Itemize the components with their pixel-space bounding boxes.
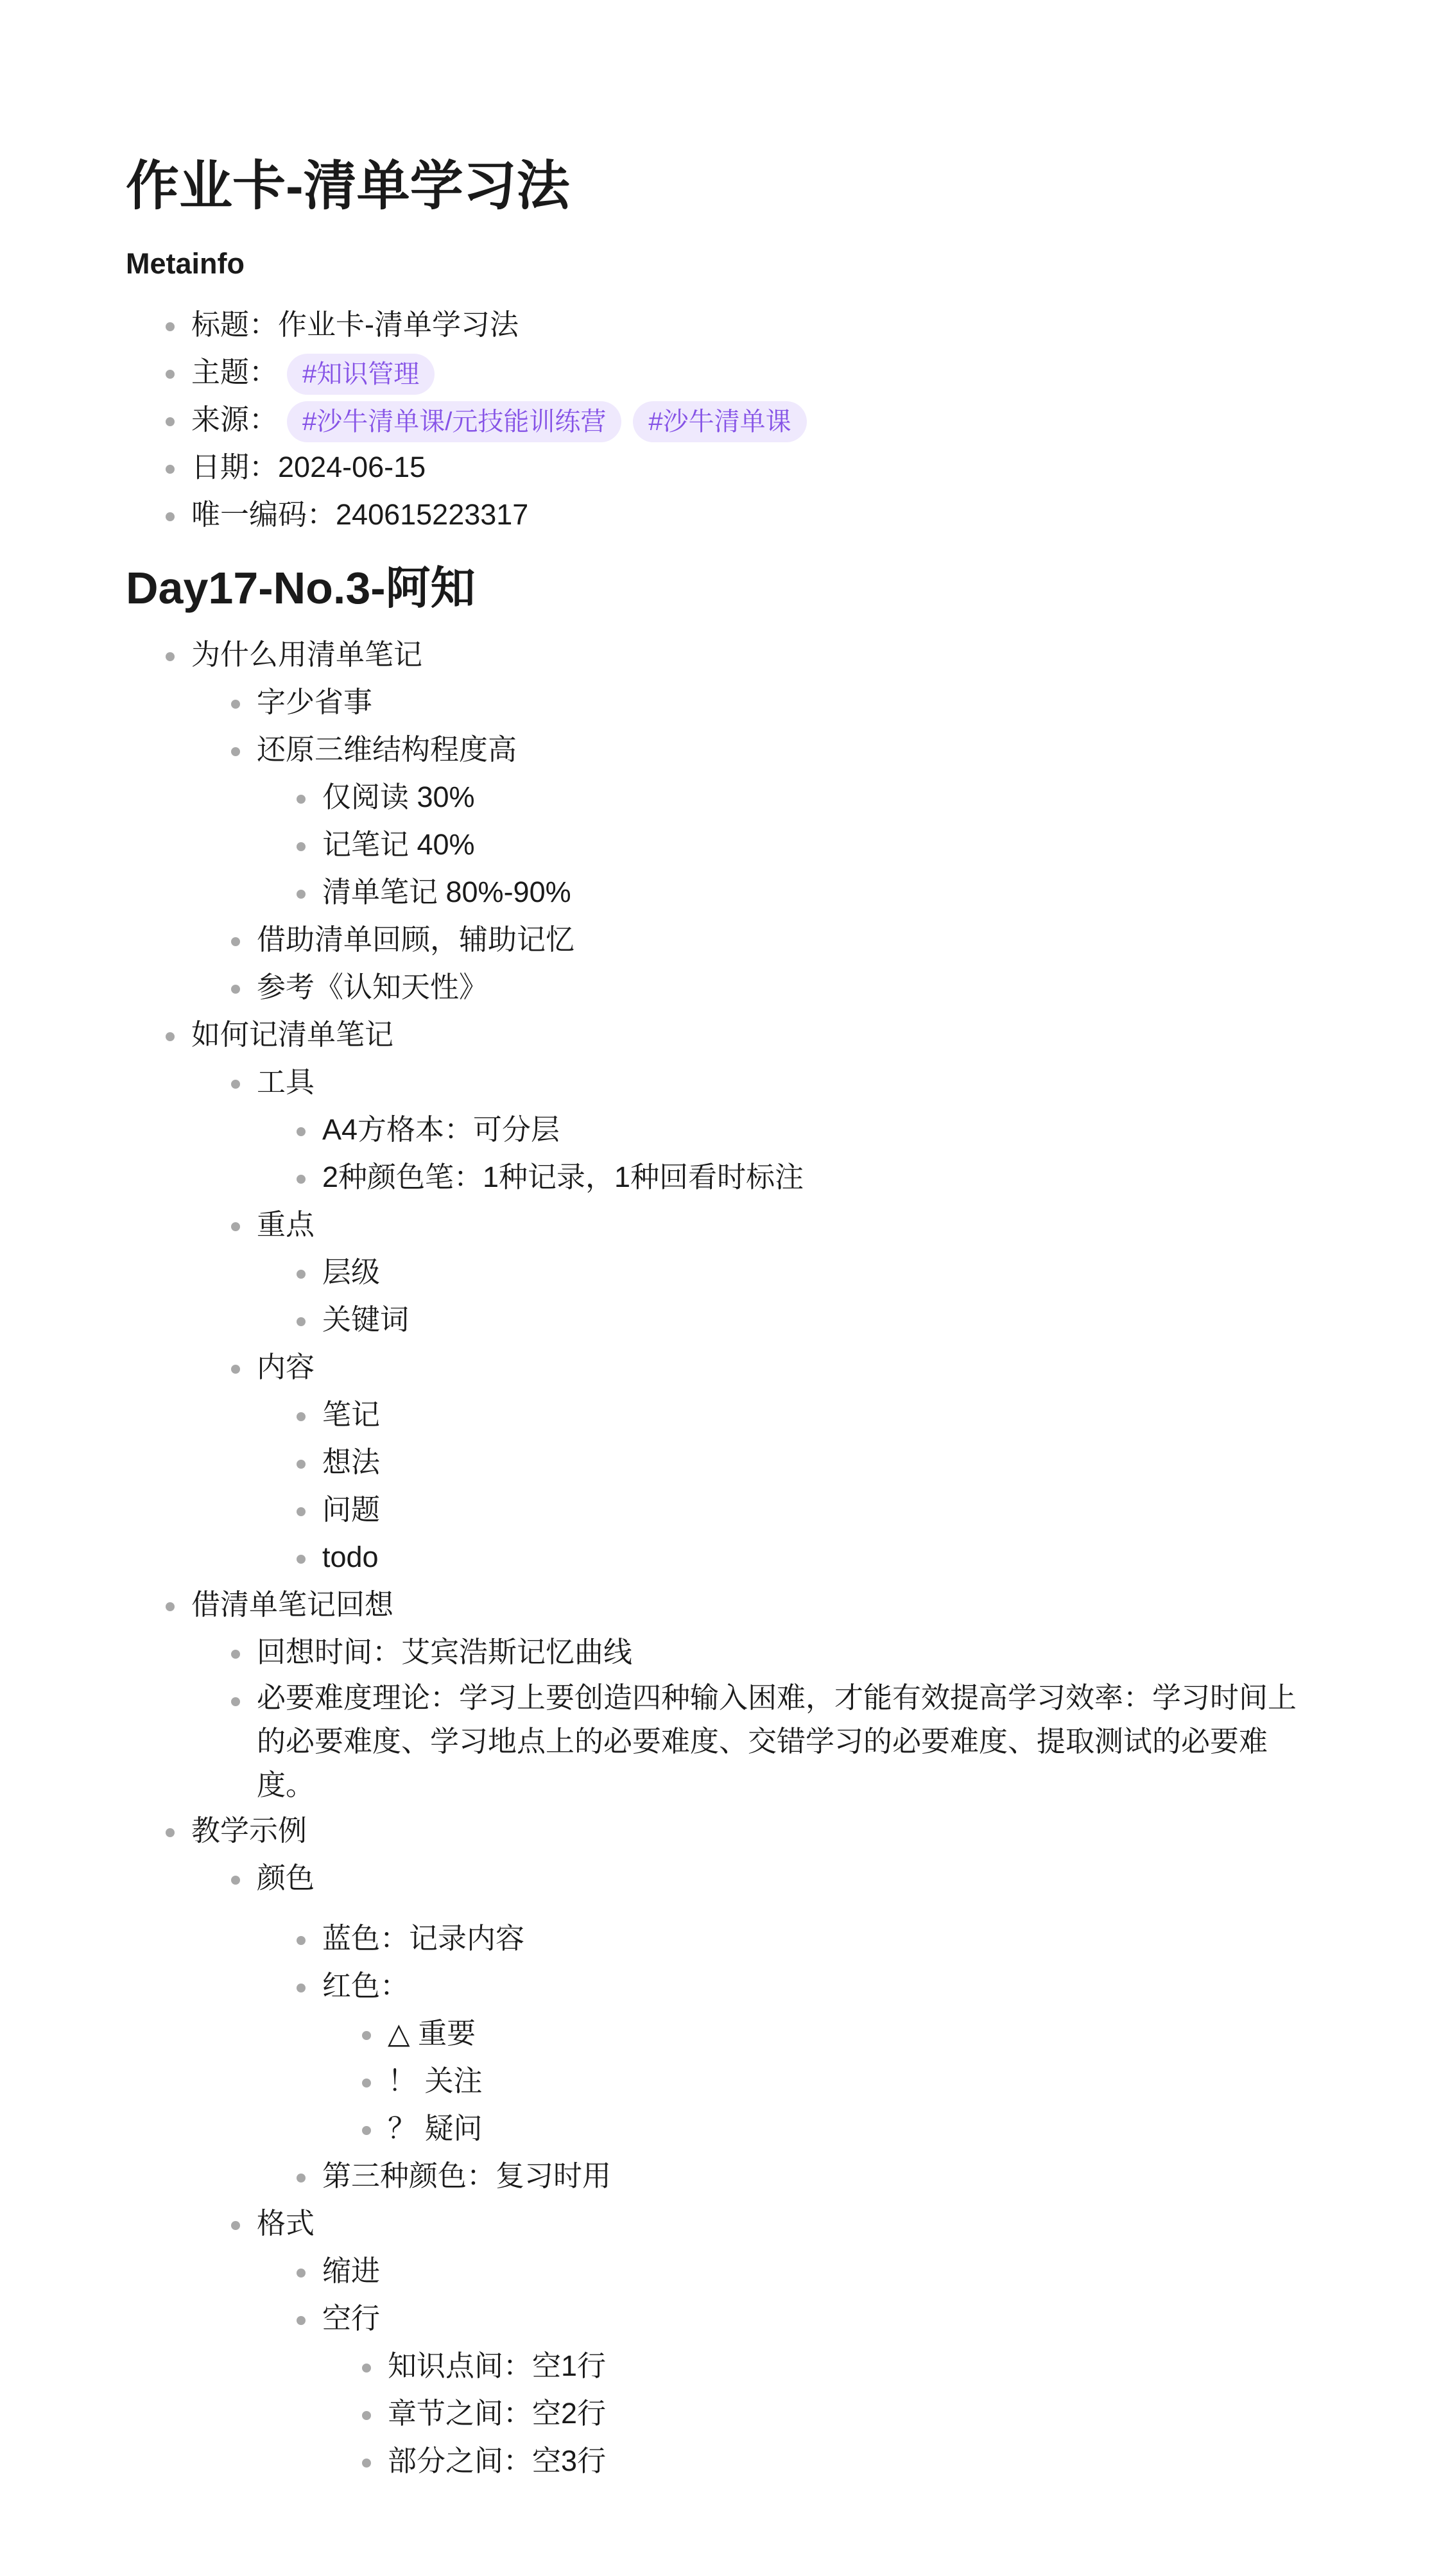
bullet-icon xyxy=(362,2079,371,2088)
outline-label: 关键词 xyxy=(322,1303,410,1336)
metainfo-list xyxy=(126,301,1320,539)
meta-title-item xyxy=(126,301,1320,349)
bullet-icon xyxy=(297,890,306,899)
outline-item xyxy=(191,1344,1320,1581)
outline-item-why xyxy=(126,631,1320,1011)
outline-label: 问题 xyxy=(322,1493,381,1526)
outline-sublist xyxy=(322,2342,1320,2485)
outline-sublist xyxy=(191,679,1320,1011)
outline-label: 颜色 xyxy=(257,1862,315,1894)
outline-label: ！ 关注 xyxy=(388,2064,483,2097)
bullet-icon xyxy=(231,1080,240,1089)
bullet-icon xyxy=(231,985,240,994)
outline-sublist xyxy=(322,2010,1320,2152)
outline-label: 格式 xyxy=(257,2207,315,2240)
outline-label: 参考《认知天性》 xyxy=(257,971,488,1003)
outline-label: 记笔记 40% xyxy=(322,828,475,861)
bullet-icon xyxy=(231,2221,240,2230)
outline-item xyxy=(257,1249,1320,1296)
outline-item xyxy=(191,1676,1320,1807)
outline-label: 笔记 xyxy=(322,1398,381,1431)
bullet-icon xyxy=(231,700,240,709)
outline-item xyxy=(257,1534,1320,1581)
outline-label: 层级 xyxy=(322,1256,381,1288)
meta-topic-label: 主题： xyxy=(191,356,279,388)
outline-label: 为什么用清单笔记 xyxy=(191,638,423,671)
outline-label: 蓝色：记录内容 xyxy=(322,1922,525,1955)
bullet-icon xyxy=(166,1828,175,1837)
outline-item xyxy=(322,2437,1320,2485)
outline-item xyxy=(322,2057,1320,2105)
outline-item xyxy=(191,1629,1320,1676)
outline-label: A4方格本：可分层 xyxy=(322,1113,560,1146)
outline-item xyxy=(257,1486,1320,1534)
outline-label: ？ 疑问 xyxy=(388,2112,483,2145)
bullet-icon xyxy=(297,1507,306,1516)
bullet-icon xyxy=(166,1602,175,1611)
meta-date-value: 2024-06-15 xyxy=(278,451,426,483)
outline-label: 字少省事 xyxy=(257,686,373,718)
outline-sublist xyxy=(191,1629,1320,1807)
outline-item xyxy=(191,2200,1320,2485)
outline-sublist xyxy=(257,2247,1320,2485)
bullet-icon xyxy=(231,1222,240,1231)
outline-item xyxy=(257,1154,1320,1201)
outline-label: 还原三维结构程度高 xyxy=(257,733,517,766)
bullet-icon xyxy=(297,1460,306,1469)
outline-item xyxy=(191,916,1320,964)
outline-label: 红色： xyxy=(322,1969,410,2002)
outline-label: 清单笔记 80%-90% xyxy=(322,876,571,908)
outline-item xyxy=(257,1391,1320,1439)
outline-item xyxy=(257,774,1320,821)
bullet-icon xyxy=(297,1127,306,1136)
outline-item xyxy=(191,679,1320,726)
bullet-icon xyxy=(362,2364,371,2373)
outline-item xyxy=(257,1439,1320,1486)
bullet-icon xyxy=(362,2126,371,2135)
metainfo-heading: Metainfo xyxy=(126,247,245,280)
bullet-icon xyxy=(297,2174,306,2183)
bullet-icon xyxy=(297,2269,306,2278)
outline-item xyxy=(257,2152,1320,2200)
outline-sublist xyxy=(191,1059,1320,1581)
outline-label: 空行 xyxy=(322,2302,381,2335)
bullet-icon xyxy=(297,1555,306,1564)
bullet-icon xyxy=(297,2316,306,2325)
document-page xyxy=(126,144,1320,2485)
bullet-icon xyxy=(166,370,175,379)
meta-uid-label: 唯一编码： xyxy=(191,498,336,531)
bullet-icon xyxy=(166,417,175,426)
outline-item xyxy=(257,1915,1320,1962)
outline-item xyxy=(322,2010,1320,2057)
bullet-icon xyxy=(231,747,240,756)
outline-item xyxy=(257,2247,1320,2295)
outline-item xyxy=(191,726,1320,916)
meta-date-item xyxy=(126,444,1320,491)
outline-sublist xyxy=(191,1854,1320,2485)
meta-source-item xyxy=(126,396,1320,444)
meta-topic-item xyxy=(126,349,1320,396)
tag-source-course[interactable]: #沙牛清单课 xyxy=(633,401,806,442)
bullet-icon xyxy=(231,1650,240,1659)
outline-label: 如何记清单笔记 xyxy=(191,1018,394,1051)
outline-sublist xyxy=(257,1249,1320,1344)
outline-label: 2种颜色笔：1种记录，1种回看时标注 xyxy=(322,1161,804,1193)
bullet-icon xyxy=(231,1365,240,1374)
outline-label: 想法 xyxy=(322,1446,381,1478)
bullet-icon xyxy=(297,795,306,804)
bullet-icon xyxy=(231,1876,240,1885)
outline-label: 章节之间：空2行 xyxy=(388,2397,607,2430)
outline-label: 缩进 xyxy=(322,2254,381,2287)
bullet-icon xyxy=(297,1270,306,1279)
outline-item-how xyxy=(126,1011,1320,1581)
outline-sublist xyxy=(257,1915,1320,2200)
outline-label: 借助清单回顾，辅助记忆 xyxy=(257,923,575,956)
bullet-icon xyxy=(166,652,175,661)
outline-item xyxy=(191,1201,1320,1344)
bullet-icon xyxy=(362,2411,371,2420)
outline-sublist xyxy=(257,774,1320,916)
outline-label: 工具 xyxy=(257,1066,315,1098)
tag-knowledge-management[interactable]: #知识管理 xyxy=(287,354,435,395)
outline-list xyxy=(126,631,1320,2485)
outline-label: 教学示例 xyxy=(191,1814,307,1847)
outline-item xyxy=(191,964,1320,1011)
meta-title-value: 作业卡-清单学习法 xyxy=(278,308,519,341)
outline-sublist xyxy=(257,1106,1320,1201)
outline-item xyxy=(257,1106,1320,1154)
meta-uid-item xyxy=(126,491,1320,539)
outline-item xyxy=(191,1059,1320,1201)
outline-item xyxy=(257,1962,1320,2152)
meta-date-label: 日期： xyxy=(191,451,279,483)
outline-item xyxy=(257,1296,1320,1344)
outline-item xyxy=(322,2342,1320,2390)
outline-item-example xyxy=(126,1807,1320,2485)
outline-item xyxy=(322,2105,1320,2152)
outline-label: 知识点间：空1行 xyxy=(388,2349,607,2382)
bullet-icon xyxy=(231,937,240,946)
bullet-icon xyxy=(297,842,306,851)
bullet-icon xyxy=(297,1412,306,1421)
bullet-icon xyxy=(297,1317,306,1326)
outline-label: 回想时间：艾宾浩斯记忆曲线 xyxy=(257,1636,633,1668)
page-title: 作业卡-清单学习法 xyxy=(126,156,570,216)
bullet-icon xyxy=(166,1032,175,1041)
outline-label: 第三种颜色：复习时用 xyxy=(322,2159,612,2192)
tag-source-course-camp[interactable]: #沙牛清单课/元技能训练营 xyxy=(287,401,621,442)
outline-item xyxy=(257,869,1320,916)
outline-item-recall xyxy=(126,1581,1320,1807)
outline-label: 重点 xyxy=(257,1208,315,1241)
outline-item xyxy=(257,821,1320,869)
outline-label: 部分之间：空3行 xyxy=(388,2444,607,2477)
bullet-icon xyxy=(166,512,175,521)
outline-label: todo xyxy=(322,1541,379,1573)
outline-item xyxy=(322,2390,1320,2437)
bullet-icon xyxy=(166,465,175,474)
meta-source-label: 来源： xyxy=(191,403,279,436)
bullet-icon xyxy=(297,1175,306,1184)
bullet-icon xyxy=(297,1984,306,1993)
outline-label: 借清单笔记回想 xyxy=(191,1588,394,1621)
bullet-icon xyxy=(297,1936,306,1945)
bullet-icon xyxy=(166,322,175,331)
outline-label: 内容 xyxy=(257,1351,315,1383)
bullet-icon xyxy=(231,1697,240,1706)
bullet-icon xyxy=(362,2031,371,2040)
section-title: Day17-No.3-阿知 xyxy=(126,563,476,613)
bullet-icon xyxy=(362,2459,371,2468)
outline-label: △ 重要 xyxy=(388,2017,476,2050)
outline-label: 仅阅读 30% xyxy=(322,781,475,813)
outline-item xyxy=(191,1854,1320,2200)
outline-label: 必要难度理论：学习上要创造四种输入困难，才能有效提高学习效率：学习时间上的必要难度、学习地点上的必要难度、交错学习的必要难度、提取测试的必要难度。 xyxy=(257,1681,1297,1801)
outline-item xyxy=(257,2295,1320,2485)
outline-sublist xyxy=(257,1391,1320,1581)
meta-title-label: 标题： xyxy=(191,308,279,341)
meta-uid-value: 240615223317 xyxy=(336,498,529,531)
